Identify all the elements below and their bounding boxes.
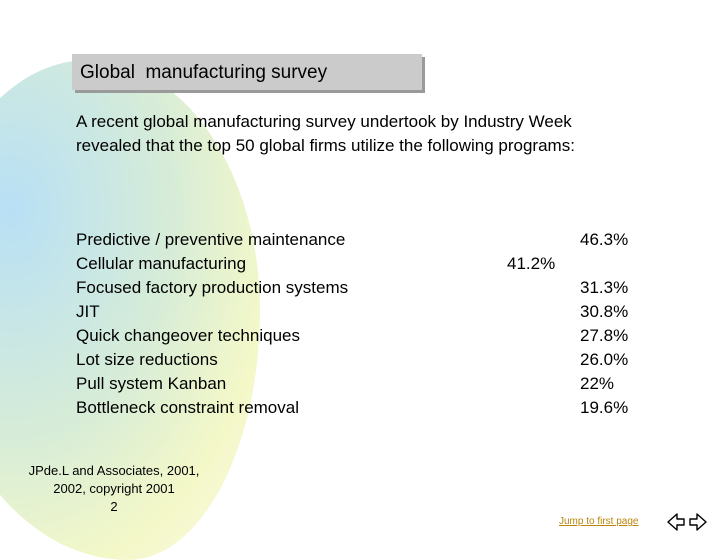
program-name: Predictive / preventive maintenance: [76, 230, 346, 249]
program-value: 26.0%: [580, 350, 629, 369]
program-name: Focused factory production systems: [76, 278, 349, 297]
program-name: JIT: [76, 302, 100, 321]
intro-paragraph: A recent global manufacturing survey undertook by Industry Week revealed that the top 50 global firms utilize the following programs:: [76, 112, 575, 155]
program-name: Quick changeover techniques: [76, 326, 300, 345]
title-banner: [72, 54, 422, 90]
citation-line: JPde.L and Associates, 2001,: [28, 463, 200, 478]
program-name: Lot size reductions: [76, 350, 218, 369]
program-name: Cellular manufacturing: [76, 254, 247, 273]
program-value: 19.6%: [580, 398, 629, 417]
slide-title: Global manufacturing survey: [80, 62, 328, 83]
program-name: Bottleneck constraint removal: [76, 398, 299, 417]
next-page-button[interactable]: [688, 512, 708, 532]
citation-line: 2002, copyright 2001: [53, 481, 175, 496]
program-value: 22%: [580, 374, 615, 393]
program-list: [76, 228, 496, 420]
arrow-right-icon: [688, 512, 708, 532]
jump-to-first-page-link[interactable]: Jump to first page: [559, 516, 639, 527]
page-number: 2: [110, 499, 118, 514]
program-value: 30.8%: [580, 302, 629, 321]
program-value: 41.2%: [507, 254, 556, 273]
citation: [14, 462, 214, 516]
program-value: 27.8%: [580, 326, 629, 345]
program-value: 31.3%: [580, 278, 629, 297]
previous-page-button[interactable]: [666, 512, 686, 532]
arrow-left-icon: [666, 512, 686, 532]
program-name: Pull system Kanban: [76, 374, 227, 393]
program-value: 46.3%: [580, 230, 629, 249]
